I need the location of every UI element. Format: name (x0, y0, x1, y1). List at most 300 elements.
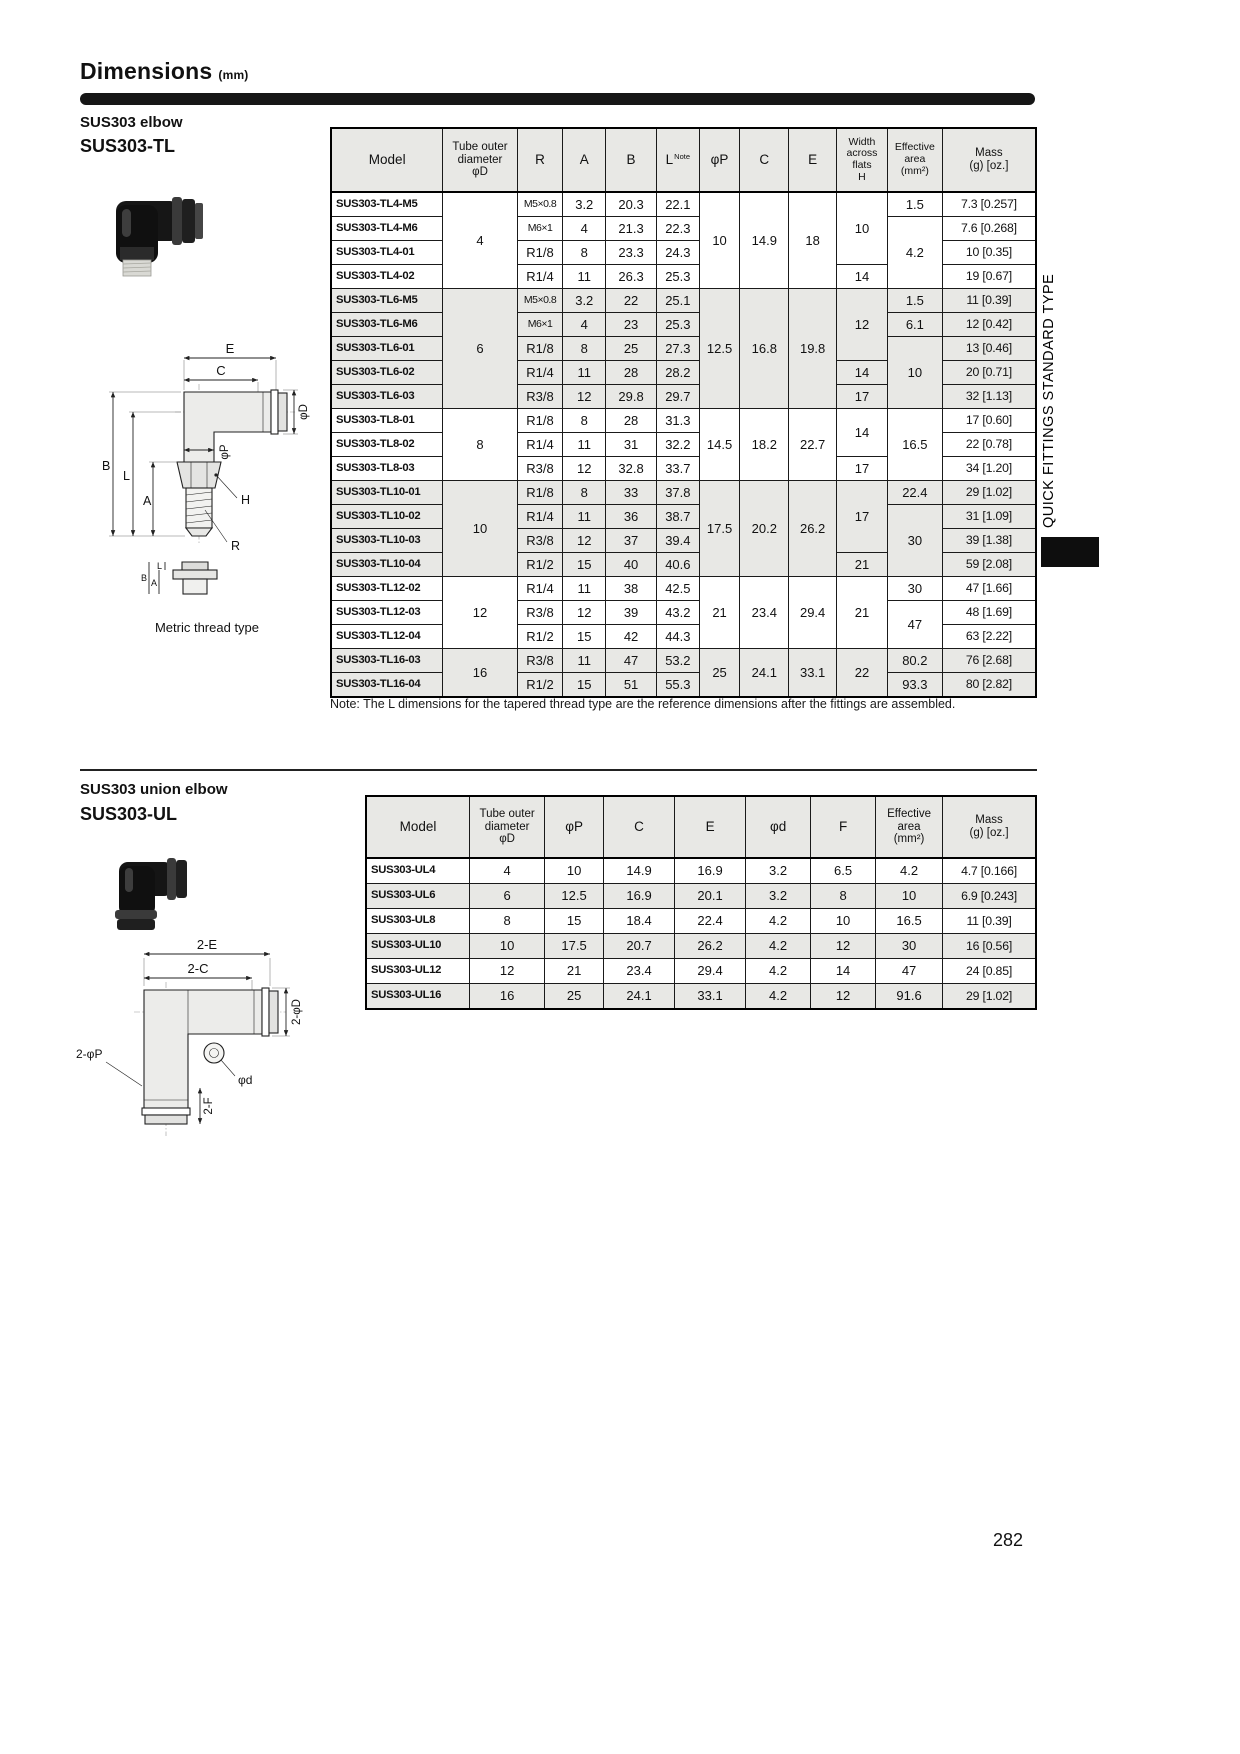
value-cell: 24.3 (656, 241, 699, 265)
value-cell: 29 [1.02] (942, 481, 1036, 505)
table-row (366, 884, 1036, 909)
mini-dim-label-L: L (157, 561, 163, 571)
value-cell: 12 (837, 289, 888, 361)
value-cell: 31.3 (656, 409, 699, 433)
value-cell: 25.1 (656, 289, 699, 313)
dim-label-2C: 2-C (187, 961, 209, 976)
section-divider-bar (80, 93, 1035, 105)
value-cell: 28 (606, 409, 657, 433)
value-cell: R1/2 (517, 553, 563, 577)
model-cell: SUS303-TL8-03 (331, 457, 443, 481)
value-cell: 3.2 (563, 192, 606, 217)
value-cell: 22 (606, 289, 657, 313)
value-cell: 19.8 (789, 289, 837, 409)
elbow-dimension-drawing (85, 340, 330, 645)
value-cell: 29.7 (656, 385, 699, 409)
section1-model: SUS303-TL (80, 136, 176, 156)
section2-model: SUS303-UL (80, 804, 178, 824)
value-cell: 11 (563, 577, 606, 601)
value-cell: 17 (837, 385, 888, 409)
value-cell: 39.4 (656, 529, 699, 553)
model-cell: SUS303-TL16-04 (331, 673, 443, 698)
value-cell: 17 (837, 457, 888, 481)
value-cell: 14.9 (740, 192, 789, 289)
value-cell: 26.2 (675, 934, 746, 959)
section1-label: SUS303 elbow (80, 114, 183, 131)
model-cell: SUS303-TL4-M6 (331, 217, 443, 241)
product-photo-union-elbow (105, 850, 200, 935)
value-cell: 80.2 (887, 649, 942, 673)
value-cell: 39 [1.38] (942, 529, 1036, 553)
table-row (366, 959, 1036, 984)
dim-label-A: A (143, 494, 152, 508)
column-header: φP (545, 796, 604, 858)
value-cell: 12 (563, 601, 606, 625)
value-cell: 4.2 (887, 217, 942, 289)
value-cell: 10 (443, 481, 517, 577)
value-cell: 22.7 (789, 409, 837, 481)
dim-label-C: C (216, 363, 226, 378)
model-cell: SUS303-TL12-04 (331, 625, 443, 649)
model-cell: SUS303-TL6-01 (331, 337, 443, 361)
column-header: F (811, 796, 876, 858)
page-title (80, 58, 249, 85)
value-cell: 30 (887, 577, 942, 601)
value-cell: R3/8 (517, 649, 563, 673)
value-cell: 4.2 (746, 909, 811, 934)
value-cell: 32 [1.13] (942, 385, 1036, 409)
model-cell: SUS303-UL16 (366, 984, 470, 1010)
model-cell: SUS303-TL4-M5 (331, 192, 443, 217)
value-cell: 16.5 (876, 909, 943, 934)
value-cell: 22 [0.78] (942, 433, 1036, 457)
table-row (331, 505, 1036, 529)
value-cell: 8 (563, 481, 606, 505)
page-number: 282 (993, 1530, 1024, 1550)
value-cell: 63 [2.22] (942, 625, 1036, 649)
value-cell: R1/8 (517, 337, 563, 361)
model-cell: SUS303-TL6-03 (331, 385, 443, 409)
model-cell: SUS303-TL6-M6 (331, 313, 443, 337)
value-cell: 59 [2.08] (942, 553, 1036, 577)
table1-header-row (331, 128, 1036, 192)
dim-label-2phiP: 2-φP (76, 1047, 103, 1061)
value-cell: 29.8 (606, 385, 657, 409)
value-cell: 8 (563, 241, 606, 265)
mini-dim-label-B: B (141, 573, 148, 583)
value-cell: 21 (837, 553, 888, 577)
value-cell: 12 (563, 529, 606, 553)
value-cell: 17 [0.60] (942, 409, 1036, 433)
value-cell: 4 (563, 313, 606, 337)
value-cell: 34 [1.20] (942, 457, 1036, 481)
value-cell: 76 [2.68] (942, 649, 1036, 673)
table2-header-row (366, 796, 1036, 858)
value-cell: 7.6 [0.268] (942, 217, 1036, 241)
value-cell: 24 [0.85] (943, 959, 1036, 984)
column-header: Effective area (mm²) (887, 128, 942, 192)
value-cell: 7.3 [0.257] (942, 192, 1036, 217)
value-cell: 28 (606, 361, 657, 385)
value-cell: 30 (887, 505, 942, 577)
value-cell: 8 (563, 337, 606, 361)
value-cell: 20.2 (740, 481, 789, 577)
column-header: Model (331, 128, 443, 192)
model-cell: SUS303-UL4 (366, 858, 470, 884)
value-cell: 21.3 (606, 217, 657, 241)
value-cell: R3/8 (517, 457, 563, 481)
value-cell: 22.4 (675, 909, 746, 934)
value-cell: 14 (811, 959, 876, 984)
value-cell: 4.2 (876, 858, 943, 884)
section2-label: SUS303 union elbow (80, 781, 228, 798)
column-header: φP (699, 128, 740, 192)
value-cell: 3.2 (563, 289, 606, 313)
value-cell: 16 [0.56] (943, 934, 1036, 959)
value-cell: 18.4 (604, 909, 675, 934)
table-row (331, 192, 1036, 217)
value-cell: 55.3 (656, 673, 699, 698)
value-cell: 26.3 (606, 265, 657, 289)
value-cell: 47 (876, 959, 943, 984)
model-cell: SUS303-TL10-04 (331, 553, 443, 577)
value-cell: 14.5 (699, 409, 740, 481)
value-cell: 20.7 (604, 934, 675, 959)
value-cell: 30 (876, 934, 943, 959)
value-cell: 12 (470, 959, 545, 984)
value-cell: 12.5 (699, 289, 740, 409)
value-cell: 12 [0.42] (942, 313, 1036, 337)
title-text: Dimensions (80, 58, 213, 84)
value-cell: 26.2 (789, 481, 837, 577)
table-row (331, 409, 1036, 433)
value-cell: R1/8 (517, 241, 563, 265)
value-cell: R1/8 (517, 409, 563, 433)
value-cell: 15 (563, 553, 606, 577)
value-cell: 6 (470, 884, 545, 909)
value-cell: 18 (789, 192, 837, 289)
column-header: Width across flats H (837, 128, 888, 192)
table-row (331, 577, 1036, 601)
value-cell: R3/8 (517, 601, 563, 625)
value-cell: 4 (443, 192, 517, 289)
value-cell: 4.2 (746, 934, 811, 959)
value-cell: 25.3 (656, 313, 699, 337)
value-cell: 27.3 (656, 337, 699, 361)
drawing-caption: Metric thread type (154, 620, 260, 635)
dim-label-2phiD: 2-φD (291, 999, 303, 1025)
value-cell: 11 (563, 433, 606, 457)
value-cell: 37 (606, 529, 657, 553)
product-photo-elbow (110, 185, 215, 285)
value-cell: M6×1 (517, 217, 563, 241)
dim-label-2F: 2-F (203, 1097, 215, 1115)
section2-divider (80, 769, 1037, 771)
column-header: Effective area (mm²) (876, 796, 943, 858)
value-cell: M5×0.8 (517, 192, 563, 217)
model-cell: SUS303-UL6 (366, 884, 470, 909)
model-cell: SUS303-TL4-01 (331, 241, 443, 265)
value-cell: 47 (887, 601, 942, 649)
value-cell: 4 (470, 858, 545, 884)
value-cell: 23.4 (604, 959, 675, 984)
model-cell: SUS303-TL8-01 (331, 409, 443, 433)
value-cell: 10 (887, 337, 942, 409)
column-header: L$^{Note}$ (656, 128, 699, 192)
value-cell: 16.9 (604, 884, 675, 909)
model-cell: SUS303-TL6-02 (331, 361, 443, 385)
value-cell: 16.9 (675, 858, 746, 884)
value-cell: R1/4 (517, 505, 563, 529)
mini-dim-label-A: A (151, 578, 158, 588)
value-cell: 16.8 (740, 289, 789, 409)
value-cell: 20 [0.71] (942, 361, 1036, 385)
value-cell: 11 [0.39] (942, 289, 1036, 313)
value-cell: 22 (837, 649, 888, 698)
value-cell: 10 (811, 909, 876, 934)
table-row (331, 673, 1036, 698)
model-cell: SUS303-UL8 (366, 909, 470, 934)
value-cell: 10 (545, 858, 604, 884)
value-cell: 19 [0.67] (942, 265, 1036, 289)
dim-label-B: B (102, 459, 111, 473)
column-header: E (789, 128, 837, 192)
value-cell: 12.5 (545, 884, 604, 909)
union-elbow-dimension-drawing (72, 938, 332, 1158)
value-cell: 10 (837, 192, 888, 265)
value-cell: 14 (837, 409, 888, 457)
value-cell: 11 [0.39] (943, 909, 1036, 934)
column-header: C (740, 128, 789, 192)
value-cell: 15 (545, 909, 604, 934)
table-row (331, 217, 1036, 241)
value-cell: 42.5 (656, 577, 699, 601)
dim-label-H: H (241, 493, 251, 507)
value-cell: 13 [0.46] (942, 337, 1036, 361)
value-cell: R1/4 (517, 577, 563, 601)
value-cell: 22.4 (887, 481, 942, 505)
value-cell: 23.4 (740, 577, 789, 649)
value-cell: 12 (811, 984, 876, 1010)
value-cell: 8 (443, 409, 517, 481)
sus303-ul-dimension-table (365, 795, 1037, 1010)
value-cell: 8 (470, 909, 545, 934)
side-tab-vertical-text: QUICK FITTINGS STANDARD TYPE (1041, 273, 1057, 529)
value-cell: 14 (837, 361, 888, 385)
model-cell: SUS303-TL12-02 (331, 577, 443, 601)
value-cell: 6.9 [0.243] (943, 884, 1036, 909)
dim-label-L: L (123, 469, 130, 483)
value-cell: 10 (470, 934, 545, 959)
value-cell: 15 (563, 673, 606, 698)
table-row (331, 313, 1036, 337)
table-row (331, 337, 1036, 361)
model-cell: SUS303-TL16-03 (331, 649, 443, 673)
model-cell: SUS303-TL6-M5 (331, 289, 443, 313)
value-cell: 25 (606, 337, 657, 361)
value-cell: 47 (606, 649, 657, 673)
table-row (331, 481, 1036, 505)
model-cell: SUS303-TL8-02 (331, 433, 443, 457)
value-cell: 31 (606, 433, 657, 457)
value-cell: 1.5 (887, 289, 942, 313)
value-cell: 21 (545, 959, 604, 984)
model-cell: SUS303-UL10 (366, 934, 470, 959)
value-cell: R1/8 (517, 481, 563, 505)
value-cell: 4.2 (746, 959, 811, 984)
value-cell: 14 (837, 265, 888, 289)
model-cell: SUS303-TL12-03 (331, 601, 443, 625)
value-cell: R1/4 (517, 433, 563, 457)
value-cell: 11 (563, 361, 606, 385)
model-cell: SUS303-UL12 (366, 959, 470, 984)
dim-label-E: E (225, 341, 235, 356)
value-cell: 38.7 (656, 505, 699, 529)
column-header: Tube outer diameter φD (470, 796, 545, 858)
value-cell: R3/8 (517, 385, 563, 409)
value-cell: R1/4 (517, 265, 563, 289)
value-cell: 80 [2.82] (942, 673, 1036, 698)
value-cell: 40.6 (656, 553, 699, 577)
value-cell: 6 (443, 289, 517, 409)
value-cell: R1/4 (517, 361, 563, 385)
value-cell: 11 (563, 649, 606, 673)
value-cell: 11 (563, 265, 606, 289)
value-cell: 91.6 (876, 984, 943, 1010)
value-cell: R1/2 (517, 673, 563, 698)
value-cell: M6×1 (517, 313, 563, 337)
value-cell: 47 [1.66] (942, 577, 1036, 601)
value-cell: 48 [1.69] (942, 601, 1036, 625)
value-cell: 22.3 (656, 217, 699, 241)
value-cell: 3.2 (746, 858, 811, 884)
column-header: C (604, 796, 675, 858)
value-cell: 25.3 (656, 265, 699, 289)
dim-label-phid: φd (238, 1073, 253, 1087)
value-cell: 25 (545, 984, 604, 1010)
value-cell: 33 (606, 481, 657, 505)
table1-note: Note: The L dimensions for the tapered thread type are the reference dimensions after the fittings are assembled. (330, 697, 956, 711)
value-cell: R3/8 (517, 529, 563, 553)
value-cell: 3.2 (746, 884, 811, 909)
value-cell: 36 (606, 505, 657, 529)
value-cell: 17.5 (545, 934, 604, 959)
sus303-tl-dimension-table (330, 127, 1037, 698)
value-cell: 32.2 (656, 433, 699, 457)
column-header: Mass (g) [oz.] (942, 128, 1036, 192)
column-header: Tube outer diameter φD (443, 128, 517, 192)
value-cell: 4.7 [0.166] (943, 858, 1036, 884)
value-cell: 21 (837, 577, 888, 649)
dim-label-R: R (231, 539, 241, 553)
value-cell: 11 (563, 505, 606, 529)
value-cell: 28.2 (656, 361, 699, 385)
value-cell: R1/2 (517, 625, 563, 649)
value-cell: 24.1 (740, 649, 789, 698)
table-row (366, 858, 1036, 884)
value-cell: 6.5 (811, 858, 876, 884)
value-cell: 6.1 (887, 313, 942, 337)
value-cell: 51 (606, 673, 657, 698)
column-header: Model (366, 796, 470, 858)
value-cell: 25 (699, 649, 740, 698)
table-row (366, 984, 1036, 1010)
dim-label-2E: 2-E (196, 937, 218, 952)
value-cell: 16 (470, 984, 545, 1010)
value-cell: 93.3 (887, 673, 942, 698)
value-cell: 39 (606, 601, 657, 625)
value-cell: 1.5 (887, 192, 942, 217)
value-cell: 12 (563, 457, 606, 481)
value-cell: 8 (811, 884, 876, 909)
value-cell: 33.1 (675, 984, 746, 1010)
value-cell: 17.5 (699, 481, 740, 577)
value-cell: 10 (699, 192, 740, 289)
value-cell: 38 (606, 577, 657, 601)
value-cell: 40 (606, 553, 657, 577)
value-cell: 21 (699, 577, 740, 649)
value-cell: 29.4 (789, 577, 837, 649)
value-cell: 12 (443, 577, 517, 649)
model-cell: SUS303-TL10-02 (331, 505, 443, 529)
column-header: Mass (g) [oz.] (943, 796, 1036, 858)
value-cell: 33.1 (789, 649, 837, 698)
value-cell: 10 [0.35] (942, 241, 1036, 265)
model-cell: SUS303-TL10-01 (331, 481, 443, 505)
value-cell: 32.8 (606, 457, 657, 481)
value-cell: 29 [1.02] (943, 984, 1036, 1010)
table-row (331, 289, 1036, 313)
value-cell: M5×0.8 (517, 289, 563, 313)
title-unit: (mm) (218, 68, 249, 82)
value-cell: 20.1 (675, 884, 746, 909)
value-cell: 29.4 (675, 959, 746, 984)
table-row (366, 934, 1036, 959)
column-header: B (606, 128, 657, 192)
value-cell: 23 (606, 313, 657, 337)
table-row (331, 601, 1036, 625)
value-cell: 22.1 (656, 192, 699, 217)
column-header: E (675, 796, 746, 858)
value-cell: 24.1 (604, 984, 675, 1010)
value-cell: 42 (606, 625, 657, 649)
value-cell: 16 (443, 649, 517, 698)
value-cell: 53.2 (656, 649, 699, 673)
side-tab-marker (1041, 537, 1099, 567)
value-cell: 44.3 (656, 625, 699, 649)
model-cell: SUS303-TL4-02 (331, 265, 443, 289)
value-cell: 16.5 (887, 409, 942, 481)
dim-label-phiD: φD (298, 404, 310, 420)
value-cell: 14.9 (604, 858, 675, 884)
column-header: φd (746, 796, 811, 858)
dim-label-phiP: φP (219, 444, 231, 460)
value-cell: 20.3 (606, 192, 657, 217)
value-cell: 4 (563, 217, 606, 241)
value-cell: 31 [1.09] (942, 505, 1036, 529)
value-cell: 17 (837, 481, 888, 553)
value-cell: 23.3 (606, 241, 657, 265)
value-cell: 43.2 (656, 601, 699, 625)
model-cell: SUS303-TL10-03 (331, 529, 443, 553)
value-cell: 8 (563, 409, 606, 433)
value-cell: 15 (563, 625, 606, 649)
value-cell: 4.2 (746, 984, 811, 1010)
value-cell: 10 (876, 884, 943, 909)
table-row (366, 909, 1036, 934)
value-cell: 37.8 (656, 481, 699, 505)
value-cell: 12 (811, 934, 876, 959)
